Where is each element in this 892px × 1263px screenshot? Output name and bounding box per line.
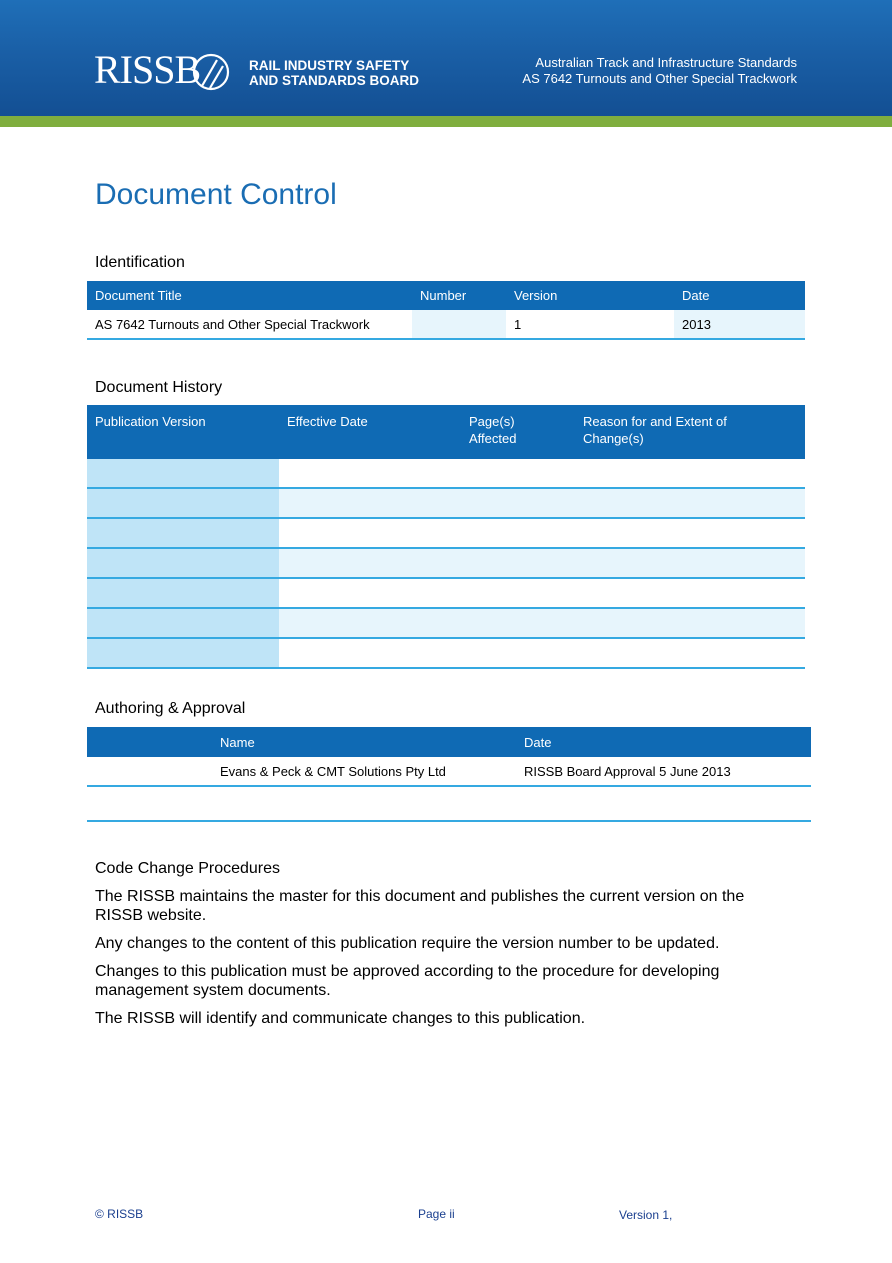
header-standard-series: Australian Track and Infrastructure Standards: [535, 55, 797, 70]
cell-date: RISSB Board Approval 5 June 2013: [516, 757, 811, 786]
header-accent-bar: [0, 116, 892, 127]
table-row: [87, 638, 805, 668]
authoring-approval-table: [87, 727, 811, 822]
code-change-body: [95, 887, 785, 1037]
table-cell: [279, 488, 461, 518]
col-effective-date-label: Effective Date: [287, 414, 368, 429]
paragraph: The RISSB maintains the master for this document and publishes the current version on the RISSB website.: [95, 888, 745, 924]
col-pages-affected-line2: Affected: [469, 431, 517, 446]
col-publication-version-label: Publication Version: [95, 414, 206, 429]
code-change-heading: Code Change Procedures: [95, 860, 281, 877]
table-cell: [87, 608, 279, 638]
table-cell: [575, 548, 805, 578]
authoring-approval-heading: Authoring & Approval: [95, 700, 246, 717]
table-cell: [87, 488, 279, 518]
table-row: [87, 757, 811, 786]
table-cell: [461, 638, 575, 668]
col-document-title: Document Title: [87, 281, 412, 310]
cell-document-title: AS 7642 Turnouts and Other Special Trackwork: [87, 310, 412, 339]
table-header-row: [87, 405, 805, 459]
table-cell: [461, 548, 575, 578]
table-header-row: [87, 281, 805, 310]
org-name-line2: AND STANDARDS BOARD: [249, 73, 419, 88]
table-row: [87, 310, 805, 339]
col-reason: [575, 405, 805, 459]
table-cell: [279, 608, 461, 638]
col-date: Date: [516, 727, 811, 757]
header-standard-title: AS 7642 Turnouts and Other Special Trackwork: [522, 71, 797, 86]
col-reason-line2: Change(s): [583, 431, 644, 446]
table-cell: [575, 488, 805, 518]
table-cell: [461, 578, 575, 608]
col-publication-version: [87, 405, 279, 459]
table-cell: [87, 518, 279, 548]
table-cell: [279, 578, 461, 608]
identification-table: [87, 281, 805, 340]
document-history-heading: Document History: [95, 379, 223, 396]
table-row: [87, 518, 805, 548]
footer-page-number: Page ii: [418, 1207, 455, 1221]
table-cell: [575, 638, 805, 668]
table-cell: [575, 578, 805, 608]
table-cell: [87, 578, 279, 608]
table-cell: [461, 518, 575, 548]
table-cell: [461, 608, 575, 638]
cell-blank: [87, 757, 212, 786]
header-standard-info: [522, 55, 797, 87]
table-row: [87, 488, 805, 518]
table-cell: [279, 518, 461, 548]
identification-heading: Identification: [95, 254, 185, 271]
table-row: [87, 578, 805, 608]
rissb-logo-text: RISSB: [94, 47, 201, 92]
col-reason-line1: Reason for and Extent of: [583, 414, 727, 429]
table-cell: [212, 786, 516, 821]
cell-name: Evans & Peck & CMT Solutions Pty Ltd: [212, 757, 516, 786]
table-row: [87, 786, 811, 821]
table-cell: [516, 786, 811, 821]
table-cell: [575, 518, 805, 548]
table-row: [87, 548, 805, 578]
table-cell: [87, 638, 279, 668]
col-date: Date: [674, 281, 805, 310]
col-pages-affected: [461, 405, 575, 459]
table-header-row: [87, 727, 811, 757]
paragraph: The RISSB will identify and communicate changes to this publication.: [95, 1010, 586, 1027]
rissb-logo-icon: [190, 52, 232, 92]
page-title: Document Control: [95, 178, 337, 211]
table-cell: [461, 488, 575, 518]
footer-version: Version 1,: [619, 1208, 673, 1222]
table-row: [87, 608, 805, 638]
footer-copyright: © RISSB: [95, 1207, 144, 1221]
col-pages-affected-line1: Page(s): [469, 414, 515, 429]
col-version: Version: [506, 281, 674, 310]
cell-number: [412, 310, 506, 339]
table-row: [87, 459, 805, 488]
col-blank: [87, 727, 212, 757]
table-cell: [87, 548, 279, 578]
table-cell: [461, 459, 575, 488]
table-cell: [279, 548, 461, 578]
table-cell: [87, 786, 212, 821]
org-name: [249, 58, 419, 88]
paragraph: Changes to this publication must be approved according to the procedure for developing management system documents.: [95, 963, 720, 999]
paragraph: Any changes to the content of this publication require the version number to be updated.: [95, 935, 720, 952]
cell-date: 2013: [674, 310, 805, 339]
col-name: Name: [212, 727, 516, 757]
col-effective-date: [279, 405, 461, 459]
table-cell: [575, 459, 805, 488]
table-cell: [279, 638, 461, 668]
col-number: Number: [412, 281, 506, 310]
table-cell: [279, 459, 461, 488]
table-cell: [575, 608, 805, 638]
cell-version: 1: [506, 310, 674, 339]
table-cell: [87, 459, 279, 488]
page-header-banner: [0, 0, 892, 116]
document-history-table: [87, 405, 805, 669]
org-name-line1: RAIL INDUSTRY SAFETY: [249, 58, 410, 73]
